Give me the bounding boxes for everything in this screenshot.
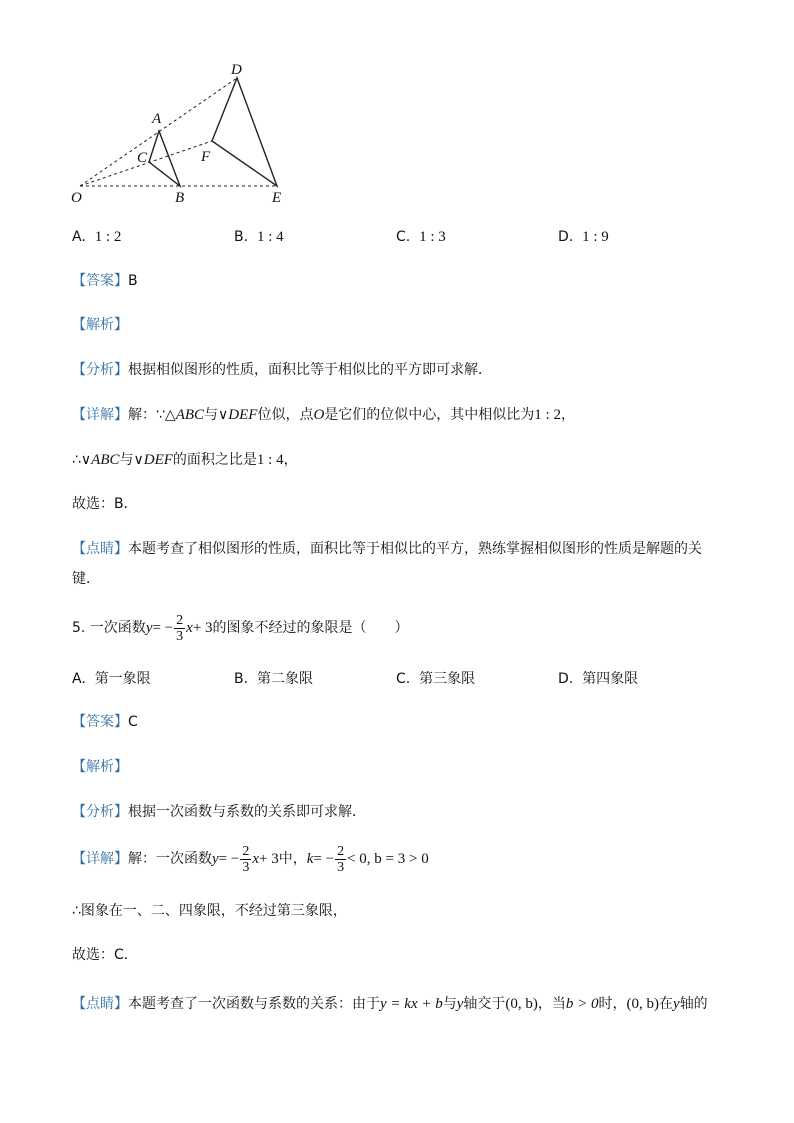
q4-option-b: B. 1 : 4	[234, 229, 284, 245]
q4-option-c: C. 1 : 3	[396, 229, 446, 245]
label-a: A	[152, 111, 162, 127]
q4-option-a: A. 1 : 2	[72, 229, 122, 245]
q5-fenxi: 【分析】根据一次函数与系数的关系即可求解．	[72, 804, 366, 820]
q5-conclusion: ∴图象在一、二、四象限，不经过第三象限，	[72, 903, 347, 919]
q4-guxuan: 故选：B．	[72, 496, 138, 512]
homothety-figure	[60, 58, 380, 208]
q5-option-a: A. 第一象限	[72, 671, 151, 687]
q5-xiangjie: 【详解】解：一次函数y= − $\frac{2}{3}$ x+ 3中，k= − $\frac{2}{3}$ < 0, b = 3 > 0	[72, 843, 429, 875]
label-d: D	[231, 62, 242, 78]
q5-stem: 5. 一次函数y= − $\frac{2}{3}$ x+ 3的图象不经过的象限是（ ）	[72, 612, 409, 644]
label-e: E	[272, 190, 282, 206]
q4-xiangjie: 【详解】解：∵△ABC与∨DEF位似，点O是它们的位似中心，其中相似比为1 : 2，	[72, 407, 575, 423]
label-b: B	[175, 190, 185, 206]
q5-jiexi: 【解析】	[72, 759, 128, 775]
q4-dianjing: 【点睛】本题考查了相似图形的性质，面积比等于相似比的平方，熟练掌握相似图形的性质是解题的关	[72, 541, 702, 557]
label-c: C	[137, 150, 148, 166]
fraction: $\frac{2}{3}$	[176, 612, 184, 644]
q4-dianjing-cont: 键．	[72, 571, 100, 587]
q4-option-d: D. 1 : 9	[558, 229, 609, 245]
triangle-abc	[149, 131, 180, 186]
q4-fenxi: 【分析】根据相似图形的性质，面积比等于相似比的平方即可求解．	[72, 362, 492, 378]
label-f: F	[201, 149, 211, 165]
answer-tag: 【答案】	[72, 273, 128, 289]
q4-answer: 【答案】B	[72, 273, 138, 289]
q5-guxuan: 故选：C．	[72, 947, 138, 963]
q5-option-c: C. 第三象限	[396, 671, 476, 687]
triangle-def	[212, 78, 277, 186]
q5-option-d: D. 第四象限	[558, 671, 639, 687]
q5-option-b: B. 第二象限	[234, 671, 313, 687]
fraction: $\frac{2}{3}$	[337, 843, 345, 875]
q4-jiexi: 【解析】	[72, 317, 128, 333]
label-o: O	[71, 190, 82, 206]
q5-dianjing: 【点睛】本题考查了一次函数与系数的关系：由于y = kx + b与y轴交于(0, b)，当b > 0时，(0, b)在y轴的	[72, 996, 708, 1012]
q4-conclusion: ∴∨ABC与∨DEF的面积之比是1 : 4，	[72, 452, 298, 468]
fraction: $\frac{2}{3}$	[242, 843, 250, 875]
q5-answer: 【答案】C	[72, 714, 138, 730]
